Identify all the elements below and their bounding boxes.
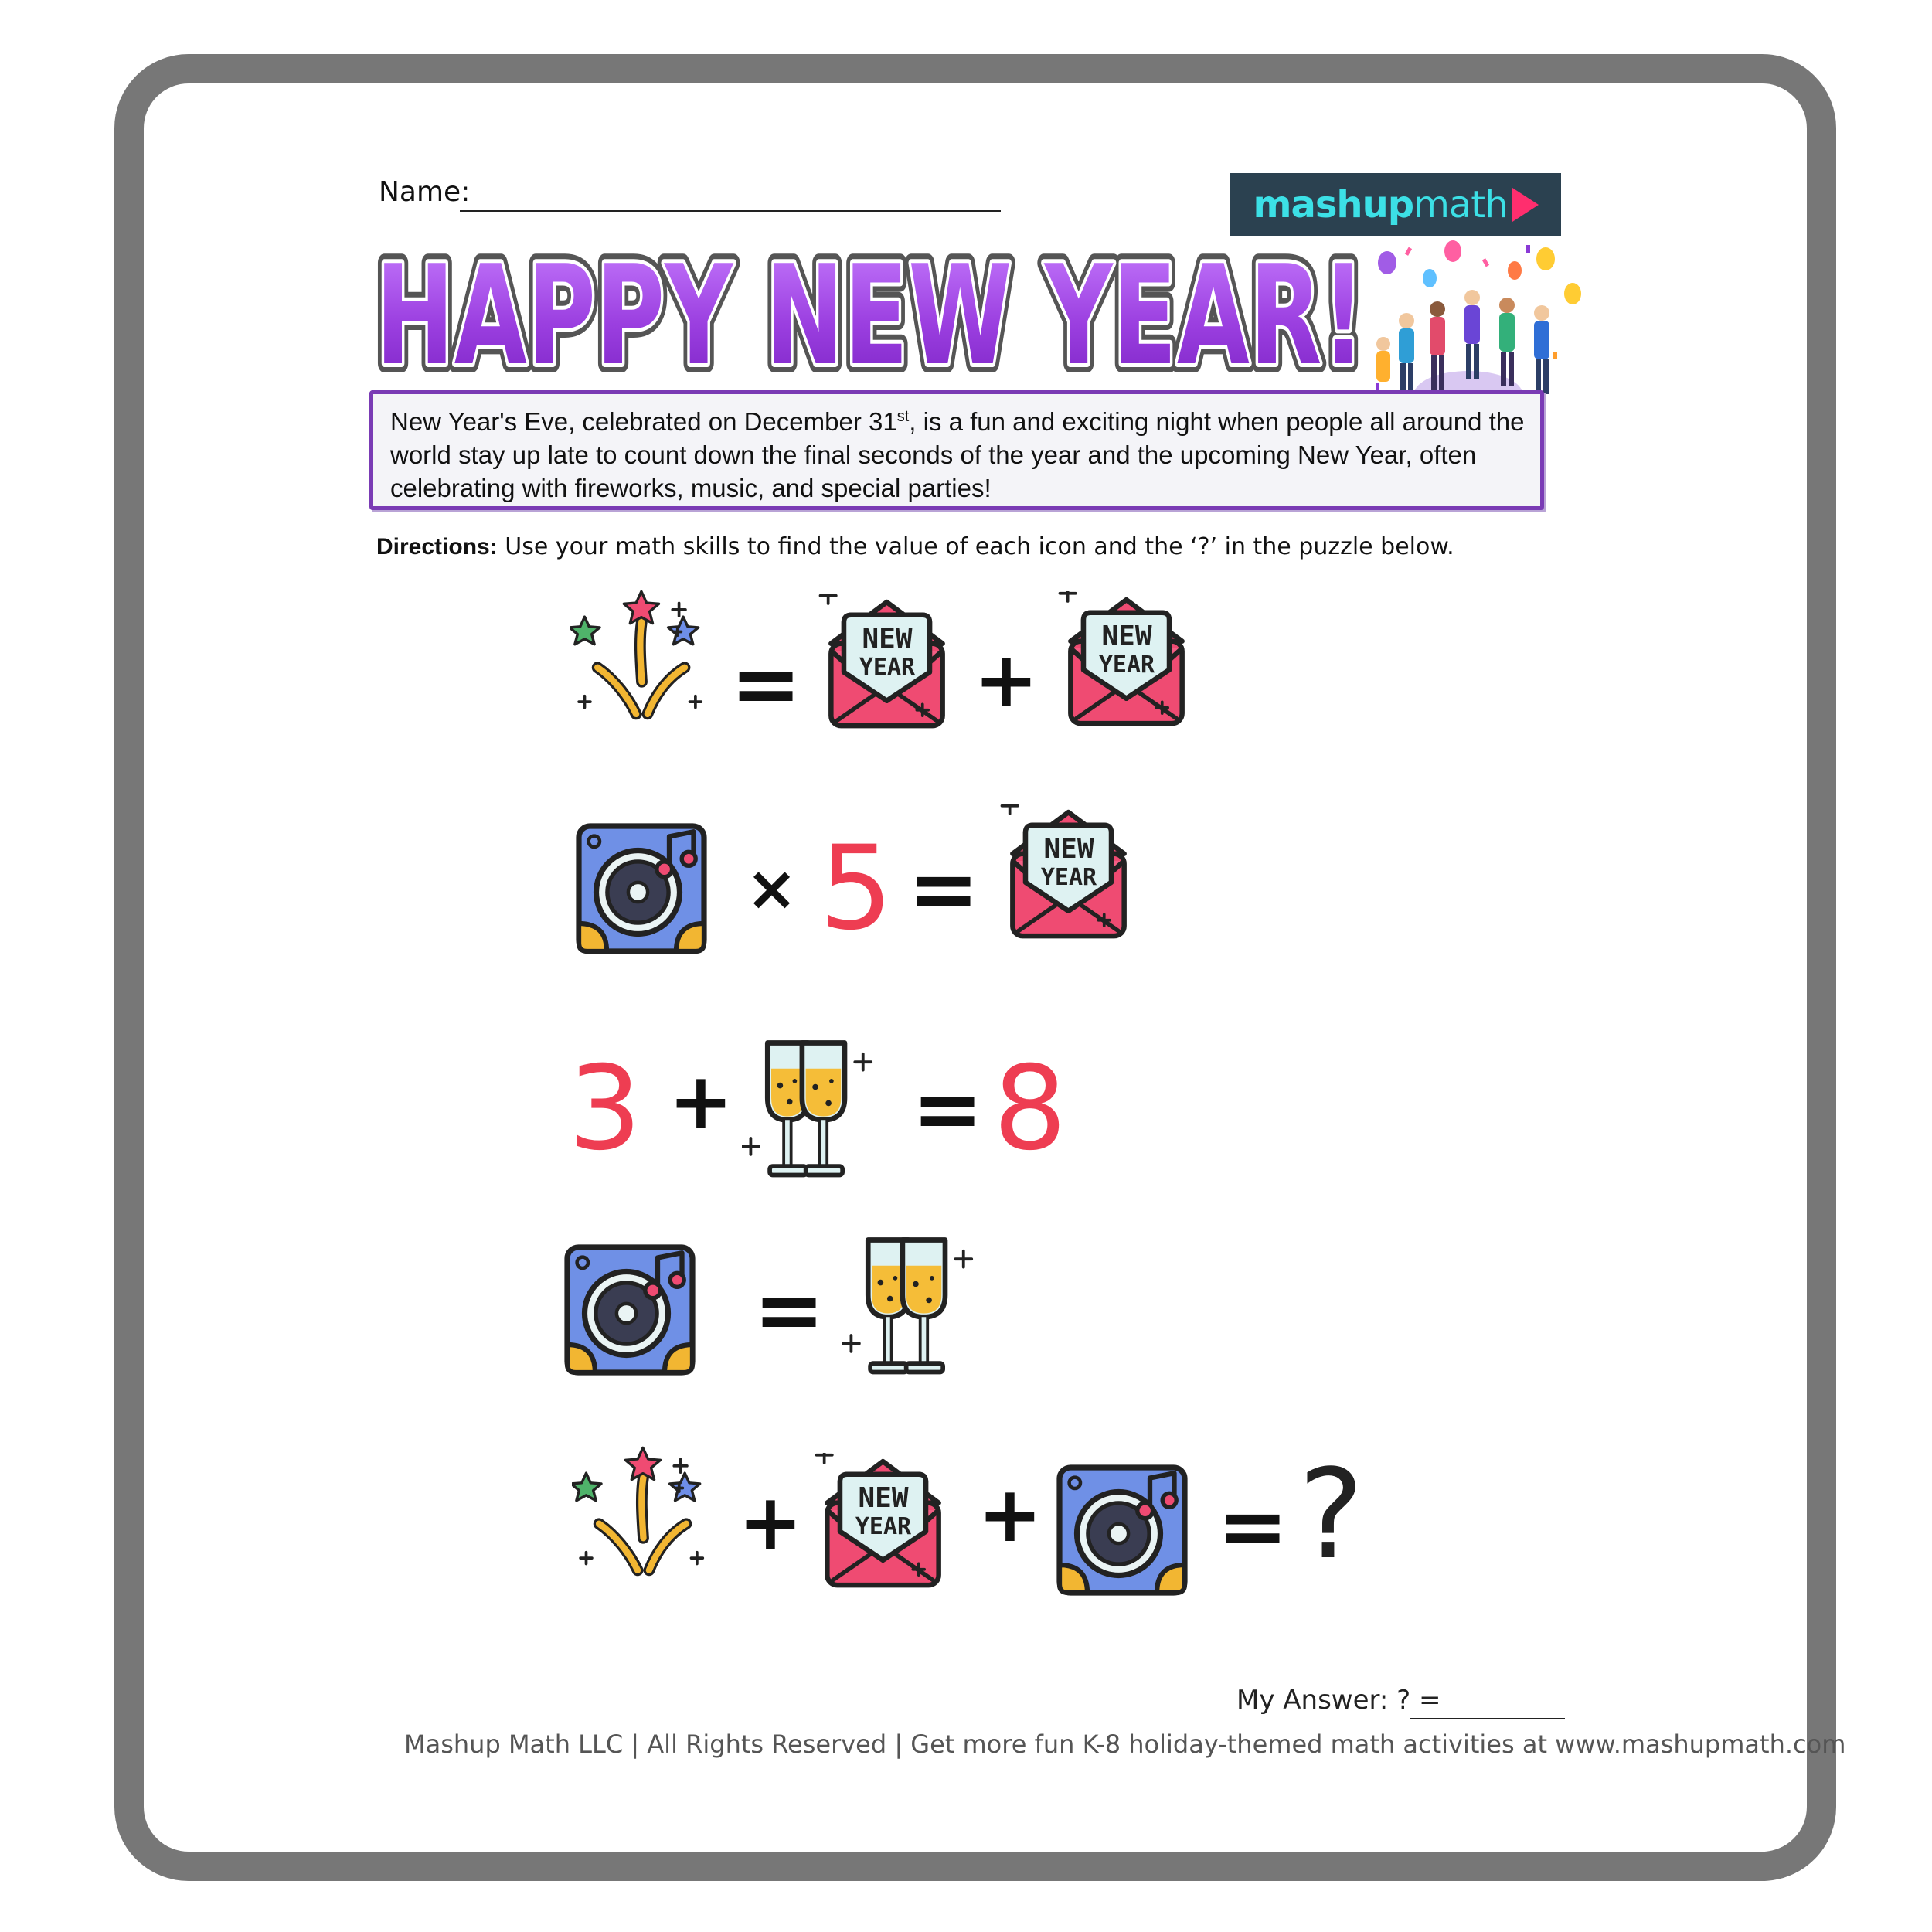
- new-year-envelope-icon: [815, 594, 958, 736]
- envelope-line1: NEW: [1101, 621, 1152, 652]
- answer-label: My Answer: ? =: [1236, 1685, 1441, 1716]
- plus-sign: +: [668, 1056, 733, 1146]
- intro-box: [369, 390, 1544, 510]
- envelope-line1: NEW: [1043, 833, 1094, 865]
- plus-sign: +: [738, 1477, 803, 1567]
- envelope-line2: YEAR: [1098, 651, 1155, 679]
- intro-part1: New Year's Eve, celebrated on December 31: [390, 407, 897, 436]
- logo-text-bold: mashup: [1253, 183, 1414, 226]
- intro-sup: st: [896, 408, 910, 425]
- new-year-envelope-icon: [1055, 591, 1198, 734]
- new-year-envelope-icon: [997, 804, 1140, 947]
- question-mark: ?: [1298, 1442, 1364, 1587]
- turntable-icon: [560, 1240, 699, 1379]
- row3-number-a: 3: [568, 1042, 642, 1176]
- name-input-line[interactable]: [460, 210, 1001, 212]
- mashupmath-logo: [1230, 173, 1561, 236]
- champagne-glasses-icon: [742, 1036, 889, 1182]
- champagne-glasses-icon: [842, 1233, 989, 1379]
- directions-label: Directions:: [376, 534, 498, 560]
- plus-sign: +: [974, 634, 1039, 725]
- answer-input-line[interactable]: [1410, 1718, 1565, 1719]
- equals-sign: =: [1217, 1477, 1289, 1576]
- logo-text-light: math: [1413, 183, 1508, 226]
- equals-sign: =: [753, 1260, 825, 1359]
- new-year-envelope-icon: [811, 1453, 954, 1596]
- envelope-line1: NEW: [858, 1482, 909, 1514]
- envelope-line1: NEW: [862, 623, 913, 655]
- row2-number: 5: [819, 821, 893, 956]
- intro-part2: , is a fun and exciting night when people all around the world stay up late to count down the final seconds of the year and the upcoming New Year, often celebrating with fireworks, music, and special parties!: [390, 407, 1525, 502]
- turntable-icon: [572, 819, 711, 958]
- directions: [376, 533, 1454, 560]
- envelope-line2: YEAR: [1040, 864, 1097, 891]
- row3-number-b: 8: [993, 1042, 1067, 1176]
- turntable-icon: [1053, 1461, 1192, 1600]
- envelope-line2: YEAR: [859, 654, 916, 681]
- title-text-fill: HAPPY NEW YEAR!: [376, 240, 1365, 386]
- equals-sign: =: [908, 839, 980, 938]
- times-sign: ×: [746, 852, 798, 924]
- footer-text: Mashup Math LLC | All Rights Reserved | Get more fun K-8 holiday-themed math activities at www.mashupmath.com: [404, 1730, 1846, 1759]
- fireworks-icon: [570, 589, 713, 732]
- title-text-outline: HAPPY NEW YEAR!: [376, 240, 1365, 386]
- fireworks-icon: [572, 1445, 715, 1588]
- equals-sign: =: [912, 1060, 984, 1158]
- page-title: [371, 240, 1376, 386]
- title-text-highlight: HAPPY NEW YEAR!: [376, 240, 1365, 386]
- play-icon: [1512, 188, 1539, 222]
- directions-text: Use your math skills to find the value of each icon and the ‘?’ in the puzzle below.: [497, 533, 1454, 560]
- name-label: Name:: [379, 176, 471, 208]
- envelope-line2: YEAR: [855, 1513, 912, 1540]
- equals-sign: =: [730, 634, 802, 733]
- intro-text: [390, 405, 1534, 505]
- plus-sign: +: [978, 1469, 1043, 1560]
